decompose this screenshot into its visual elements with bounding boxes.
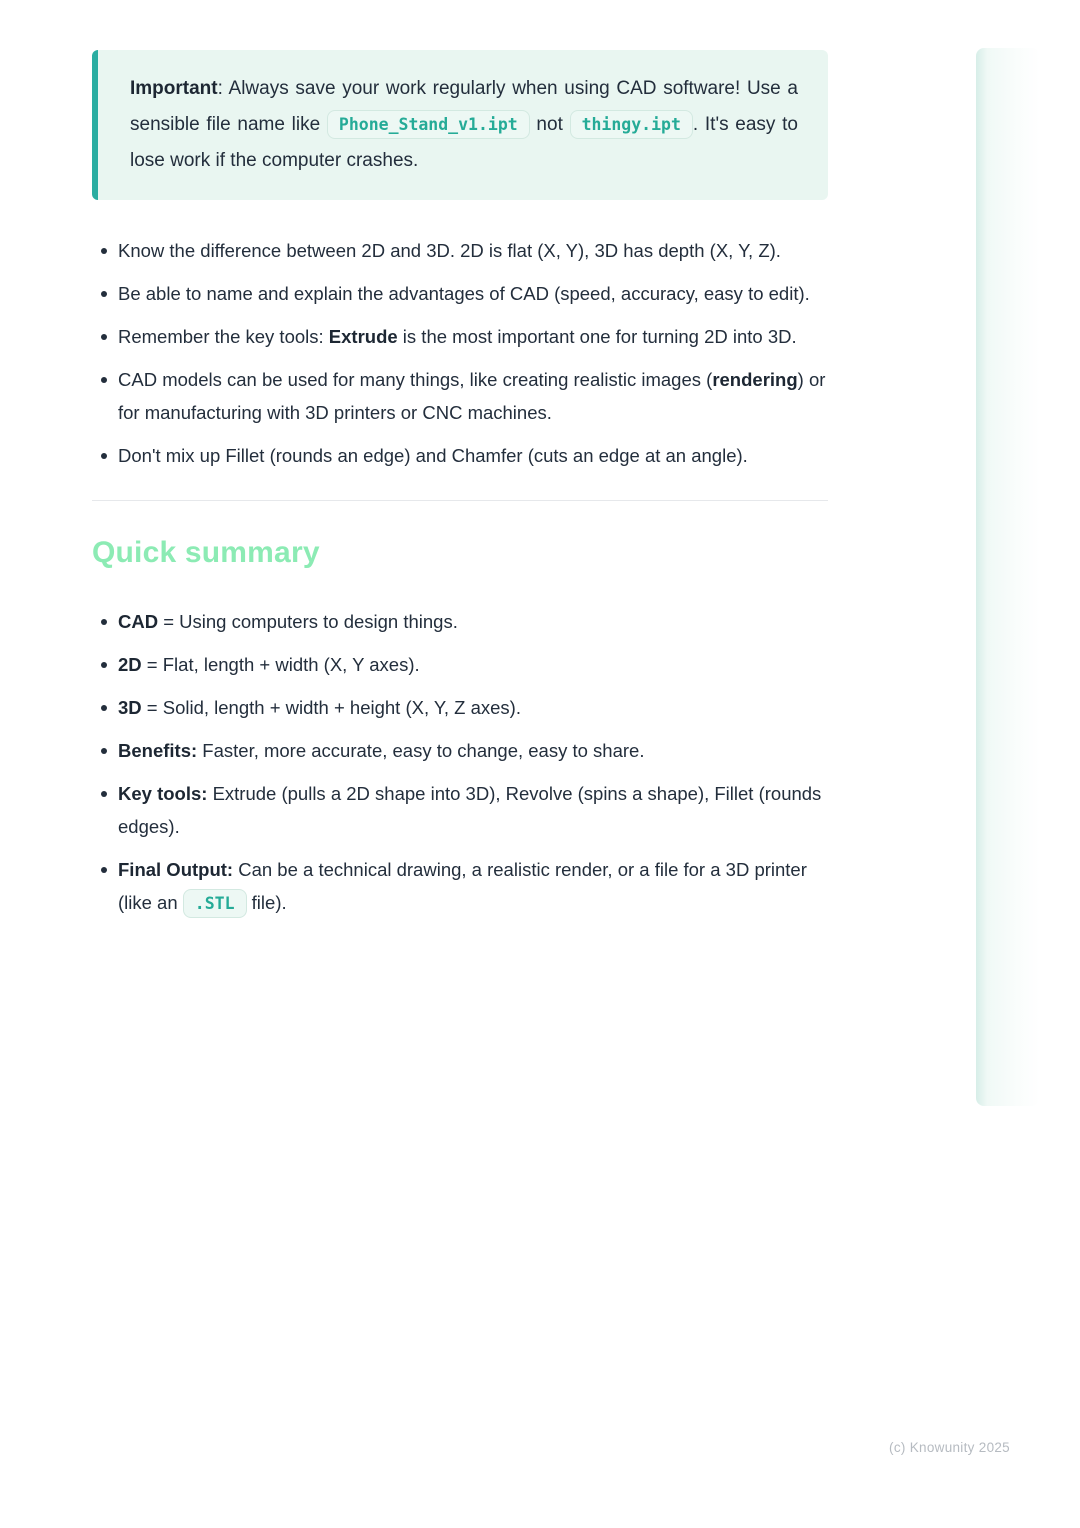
bold-text: rendering — [712, 369, 798, 390]
copyright-footer: (c) Knowunity 2025 — [889, 1440, 1010, 1455]
important-callout — [92, 50, 828, 200]
text-run: Can be a technical drawing, a realistic render, or a file for a 3D printer (like an — [118, 859, 807, 913]
text-run: . It's easy to lose work if the computer crashes. — [130, 114, 798, 171]
text-run: Know the difference between 2D and 3D. 2D is flat (X, Y), 3D has depth (X, Y, Z). — [118, 240, 781, 261]
bold-text: CAD — [118, 611, 159, 632]
text-run: file). — [246, 892, 287, 913]
bold-text: Final Output: — [118, 859, 234, 880]
list-item — [92, 363, 828, 429]
list-item — [92, 648, 828, 681]
text-run: is the most important one for turning 2D into 3D. — [397, 326, 797, 347]
text-run: ) or for manufacturing with 3D printers or CNC machines. — [118, 369, 826, 423]
text-run: : Always save your work regularly when using CAD software! Use a sensible file name like — [130, 78, 798, 135]
bold-text: Important — [130, 78, 218, 99]
text-run: Remember the key tools: — [118, 326, 329, 347]
notes-list — [92, 234, 828, 472]
list-item — [92, 234, 828, 267]
inline-code-chip: thingy.ipt — [570, 110, 693, 139]
page-edge-decoration — [976, 48, 1040, 1106]
list-item — [92, 439, 828, 472]
text-run: CAD models can be used for many things, like creating realistic images ( — [118, 369, 713, 390]
section-divider — [92, 500, 828, 501]
list-item — [92, 320, 828, 353]
text-run: Extrude (pulls a 2D shape into 3D), Revolve (spins a shape), Fillet (rounds edges). — [118, 783, 822, 837]
bold-text: Key tools: — [118, 783, 208, 804]
list-item — [92, 605, 828, 638]
text-run: = Solid, length + width + height (X, Y, Z axes). — [141, 697, 521, 718]
callout-text — [130, 71, 798, 179]
list-item — [92, 734, 828, 767]
text-run: Be able to name and explain the advantages of CAD (speed, accuracy, easy to edit). — [118, 283, 810, 304]
list-item — [92, 853, 828, 919]
text-run: = Flat, length + width (X, Y axes). — [141, 654, 420, 675]
bold-text: 2D — [118, 654, 142, 675]
list-item — [92, 777, 828, 843]
text-run: not — [529, 114, 570, 135]
list-item — [92, 691, 828, 724]
list-item — [92, 277, 828, 310]
summary-list — [92, 605, 828, 919]
bold-text: 3D — [118, 697, 142, 718]
inline-code-chip: .STL — [183, 889, 247, 918]
summary-heading: Quick summary — [92, 536, 320, 569]
text-run: Don't mix up Fillet (rounds an edge) and Chamfer (cuts an edge at an angle). — [118, 445, 748, 466]
content-column — [92, 50, 828, 929]
bold-text: Extrude — [328, 326, 398, 347]
bold-text: Benefits: — [118, 740, 198, 761]
text-run: = Using computers to design things. — [158, 611, 458, 632]
inline-code-chip: Phone_Stand_v1.ipt — [327, 110, 530, 139]
text-run: Faster, more accurate, easy to change, easy to share. — [197, 740, 645, 761]
